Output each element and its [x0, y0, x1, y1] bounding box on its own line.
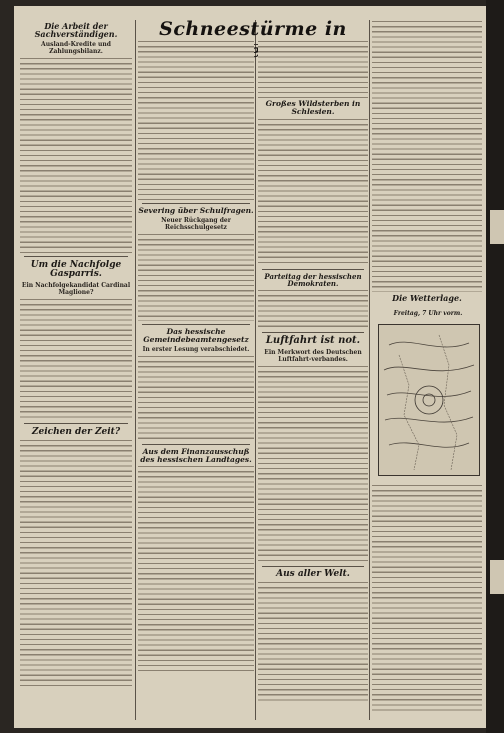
column-1: [20, 20, 132, 720]
divider: [262, 269, 364, 270]
divider: [142, 444, 250, 445]
article-subheading: In erster Lesung verabschiedet.: [142, 345, 250, 353]
body-text: [138, 465, 254, 675]
body-text: [372, 20, 482, 292]
body-text: [258, 365, 368, 563]
column-rule: [135, 20, 136, 720]
article-heading: Severing über Schulfragen.: [138, 206, 254, 215]
article-subheading: Neuer Rückgang der Reichsschulgesetz: [161, 216, 231, 231]
article-heading: Die Arbeit der Sachverständigen.: [34, 21, 118, 40]
divider: [142, 203, 250, 204]
article-heading: Aus dem Finanzausschuß des hessischen Landtages.: [140, 446, 252, 464]
divider: [24, 256, 128, 257]
body-text: [138, 233, 254, 321]
article-heading: Luftfahrt ist not.: [265, 335, 361, 347]
body-text: [258, 289, 368, 329]
article-heading: Das hessische Gemeindebeamtengesetz: [143, 326, 249, 344]
body-text: [138, 355, 254, 441]
divider: [262, 566, 364, 567]
weather-map: [378, 324, 480, 476]
body-text: [258, 40, 368, 98]
article-heading: Großes Wildsterben in Schlesien.: [265, 99, 361, 116]
article-heading: Um die Nachfolge Gasparris.: [30, 259, 122, 280]
edge-tab: [490, 560, 504, 594]
column-3: [258, 40, 368, 728]
article-subheading: Ein Nachfolgekandidat Cardinal Maglione?: [21, 281, 131, 296]
newspaper-page: [14, 6, 486, 728]
body-text: [258, 581, 368, 701]
divider: [24, 423, 128, 424]
article-subheading: Ein Merkwort des Deutschen Luftfahrt-verbandes.: [264, 348, 362, 363]
divider: [262, 332, 364, 333]
article-heading: Zeichen der Zeit?: [31, 426, 121, 437]
article-heading: Parteitag der hessischen Demokraten.: [264, 271, 362, 289]
main-headline: Schneestürme in: [159, 18, 347, 40]
body-text: [138, 40, 254, 200]
body-text: [20, 57, 132, 253]
article-heading: Die Wetterlage.: [392, 293, 462, 303]
article-heading: Aus aller Welt.: [276, 568, 350, 579]
body-text: [20, 298, 132, 420]
article-subheading: Ausland-Kredite und Zahlungsbilanz.: [41, 40, 111, 55]
body-text: [20, 439, 132, 689]
column-2: [138, 40, 254, 728]
column-4-lower: [372, 484, 482, 720]
weather-map-drawing: [379, 325, 479, 475]
page-edge: [486, 0, 504, 733]
body-text: [372, 484, 482, 714]
column-rule: [369, 20, 370, 720]
body-text: [258, 118, 368, 266]
column-rule: [255, 20, 256, 720]
divider: [142, 324, 250, 325]
map-title: Freitag, 7 Uhr vorm.: [393, 310, 463, 317]
edge-tab: [490, 210, 504, 244]
